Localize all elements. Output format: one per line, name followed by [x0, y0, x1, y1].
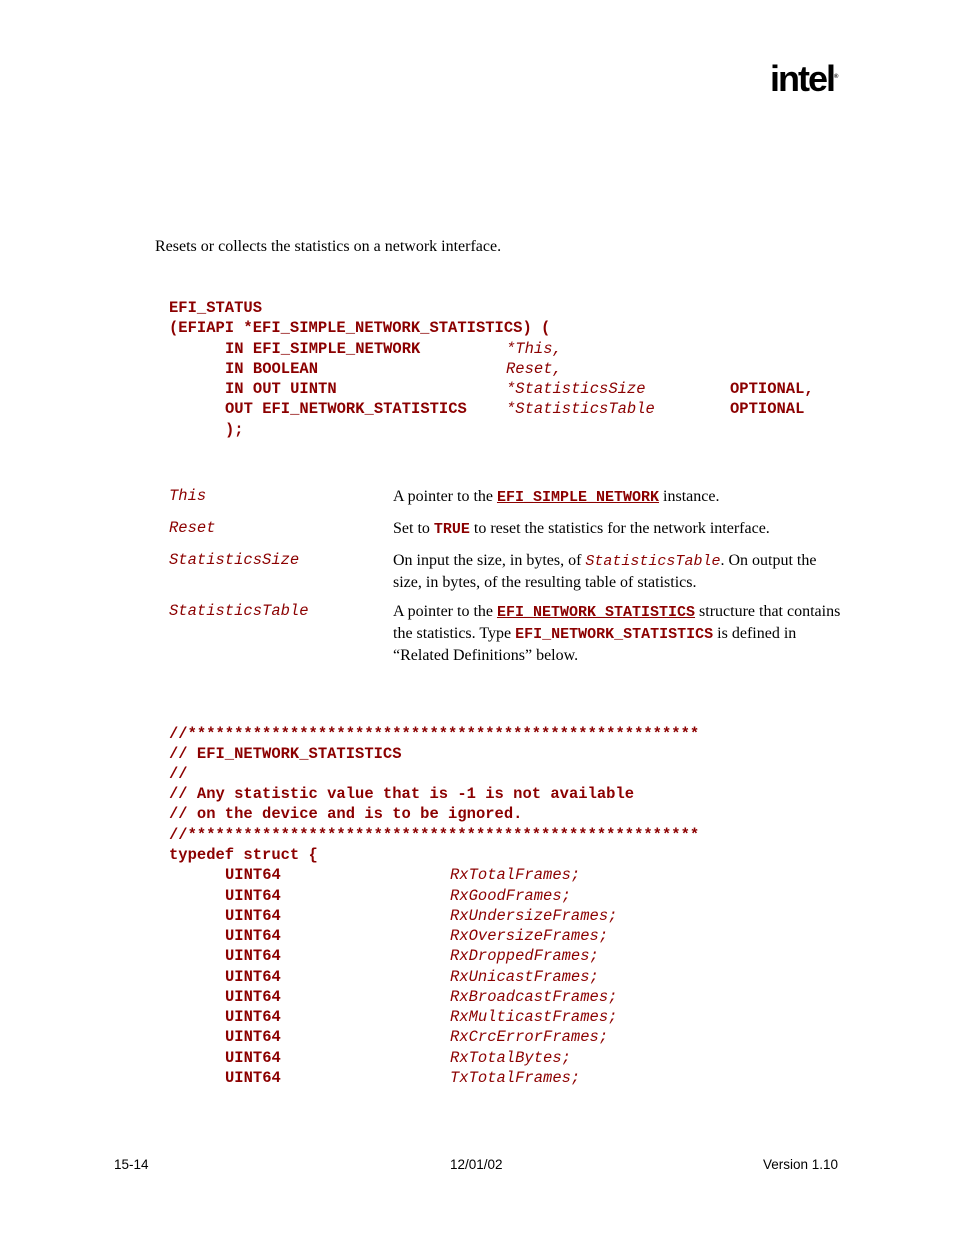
field-name: RxTotalFrames;	[450, 866, 581, 884]
field-name: RxUndersizeFrames;	[450, 907, 618, 925]
field-name: RxGoodFrames;	[450, 887, 571, 905]
prototype-return-type: EFI_STATUS	[169, 299, 263, 317]
field-type: UINT64	[225, 907, 281, 925]
desc-text: A pointer to the	[393, 603, 497, 620]
desc-text: Set to	[393, 520, 434, 537]
comment-line: // on the device and is to be ignored.	[169, 805, 523, 823]
field-type: UINT64	[225, 1069, 281, 1087]
param-this-name: This	[169, 487, 207, 505]
typedef-line: typedef struct {	[169, 846, 318, 864]
statistics-table-ref: StatisticsTable	[585, 553, 721, 570]
param-name: *StatisticsTable	[506, 400, 655, 418]
field-type: UINT64	[225, 887, 281, 905]
field-name: RxUnicastFrames;	[450, 968, 599, 986]
param-this-desc	[393, 486, 843, 508]
efi-network-statistics-type: EFI_NETWORK_STATISTICS	[515, 626, 714, 643]
param-size-name: StatisticsSize	[169, 551, 300, 569]
true-keyword: TRUE	[433, 521, 470, 538]
desc-text: structure that contains the statistics. Type	[393, 603, 841, 642]
desc-text: instance.	[659, 488, 720, 505]
field-name: RxBroadcastFrames;	[450, 988, 618, 1006]
param-table-name: StatisticsTable	[169, 602, 309, 620]
field-name: RxCrcErrorFrames;	[450, 1028, 609, 1046]
definitions-block	[0, 386, 954, 1218]
comment-line: // Any statistic value that is -1 is not available	[169, 785, 635, 803]
param-dir: IN OUT UINTN	[225, 380, 337, 398]
field-type: UINT64	[225, 1008, 281, 1026]
field-type: UINT64	[225, 968, 281, 986]
param-reset-name: Reset	[169, 519, 216, 537]
field-type: UINT64	[225, 947, 281, 965]
param-table-desc	[393, 601, 843, 666]
logo-text: intel	[770, 58, 835, 99]
param-dir: IN EFI_SIMPLE_NETWORK	[225, 340, 421, 358]
desc-text: is defined in “Related Definitions” below.	[393, 625, 797, 664]
prototype-signature: (EFIAPI *EFI_SIMPLE_NETWORK_STATISTICS) (	[169, 319, 551, 337]
param-reset-desc	[393, 518, 843, 540]
desc-text: On input the size, in bytes, of	[393, 552, 586, 569]
field-type: UINT64	[225, 1049, 281, 1067]
field-name: RxMulticastFrames;	[450, 1008, 618, 1026]
desc-text: A pointer to the	[393, 488, 497, 505]
param-optional: OPTIONAL,	[730, 380, 814, 398]
field-type: UINT64	[225, 866, 281, 884]
desc-text: . On output the size, in bytes, of the resulting table of statistics.	[393, 552, 817, 591]
param-size-desc	[393, 550, 843, 593]
summary-text: Resets or collects the statistics on a network interface.	[155, 238, 502, 255]
param-name: Reset,	[506, 360, 562, 378]
efi-simple-network-link[interactable]: EFI_SIMPLE_NETWORK	[496, 489, 660, 506]
efi-network-statistics-link[interactable]: EFI_NETWORK_STATISTICS	[496, 604, 696, 621]
param-optional: OPTIONAL	[730, 400, 805, 418]
footer-date: 12/01/02	[450, 1157, 503, 1172]
param-name: *This,	[506, 340, 562, 358]
footer-page-number: 15-14	[114, 1157, 149, 1172]
field-type: UINT64	[225, 1028, 281, 1046]
desc-text: to reset the statistics for the network interface.	[469, 520, 770, 537]
comment-line: //*******************************************************	[169, 826, 700, 844]
field-name: TxTotalFrames;	[450, 1069, 581, 1087]
field-type: UINT64	[225, 927, 281, 945]
field-name: RxTotalBytes;	[450, 1049, 571, 1067]
comment-line: //*******************************************************	[169, 725, 700, 743]
footer-version: Version 1.10	[763, 1157, 839, 1172]
prototype-close: );	[225, 421, 244, 439]
param-dir: IN BOOLEAN	[225, 360, 319, 378]
field-type: UINT64	[225, 988, 281, 1006]
field-name: RxOversizeFrames;	[450, 927, 609, 945]
param-name: *StatisticsSize	[506, 380, 646, 398]
intel-logo: intel®	[770, 58, 839, 99]
comment-line: //	[169, 765, 188, 783]
comment-line: // EFI_NETWORK_STATISTICS	[169, 745, 402, 763]
field-name: RxDroppedFrames;	[450, 947, 599, 965]
param-dir: OUT EFI_NETWORK_STATISTICS	[225, 400, 467, 418]
